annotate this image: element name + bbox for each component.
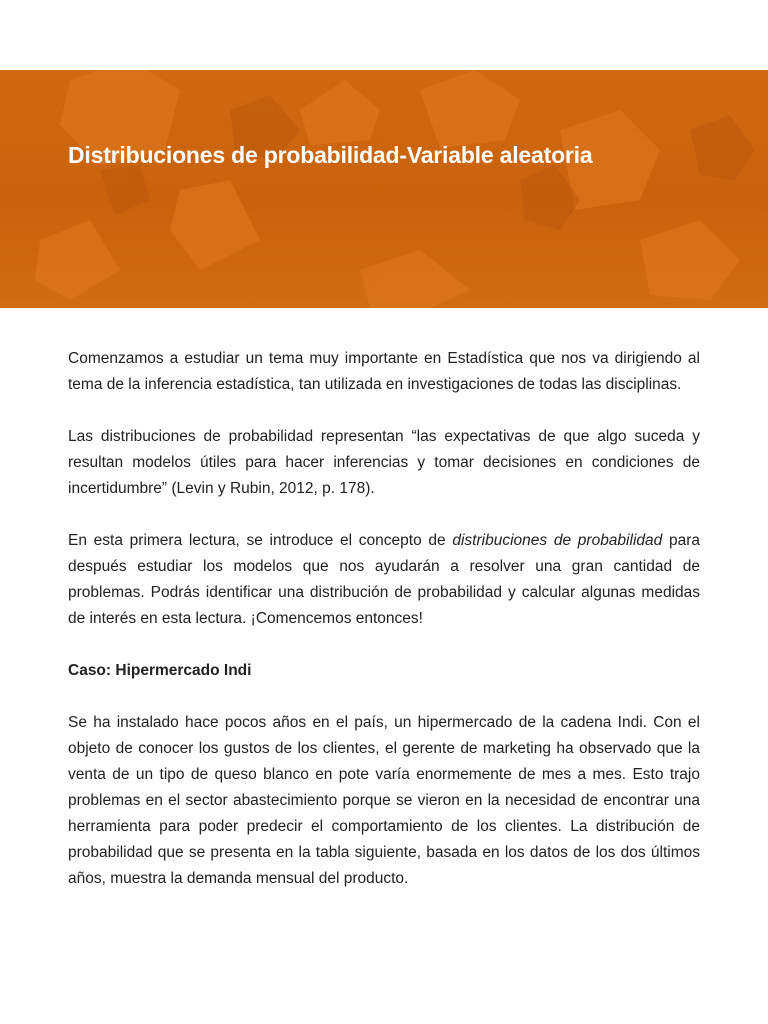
reading-paragraph	[68, 528, 700, 632]
case-heading: Caso: Hipermercado Indi	[68, 662, 252, 679]
intro-paragraph: Comenzamos a estudiar un tema muy importante en Estadística que nos va dirigiendo al tema de la inferencia estadística, tan utilizada en investigaciones de todas las disciplinas.	[68, 350, 700, 393]
page-title: Distribuciones de probabilidad-Variable aleatoria	[68, 142, 593, 168]
house-shapes-background-image	[0, 70, 768, 308]
header-banner	[0, 70, 768, 308]
quote-paragraph: Las distribuciones de probabilidad representan “las expectativas de que algo suceda y resultan modelos útiles para hacer inferencias y tomar decisiones en condiciones de incertidumbre” (Levin y Rubin, 2012, p. 178).	[68, 428, 700, 497]
reading-emphasis: distribuciones de probabilidad	[452, 532, 663, 549]
reading-text-start: En esta primera lectura, se introduce el concepto de	[68, 532, 453, 549]
case-paragraph: Se ha instalado hace pocos años en el país, un hipermercado de la cadena Indi. Con el objeto de conocer los gustos de los clientes, el gerente de marketing ha observado que la venta de un tipo de queso blanco en pote varía enormemente de mes a mes. Esto trajo problemas en el sector abastecimiento porque se vieron en la necesidad de encontrar una herramienta para poder predecir el comportamiento de los clientes. La distribución de probabilidad que se presenta en la tabla siguiente, basada en los datos de los dos últimos años, muestra la demanda mensual del producto.	[68, 714, 700, 887]
reading-text-end: para después estudiar los modelos que nos ayudarán a resolver una gran cantidad de problemas. Podrás identificar una distribución de probabilidad y calcular algunas medidas de interés en esta lectura. ¡Comencemos entonces!	[68, 532, 700, 627]
article-body	[68, 346, 700, 918]
